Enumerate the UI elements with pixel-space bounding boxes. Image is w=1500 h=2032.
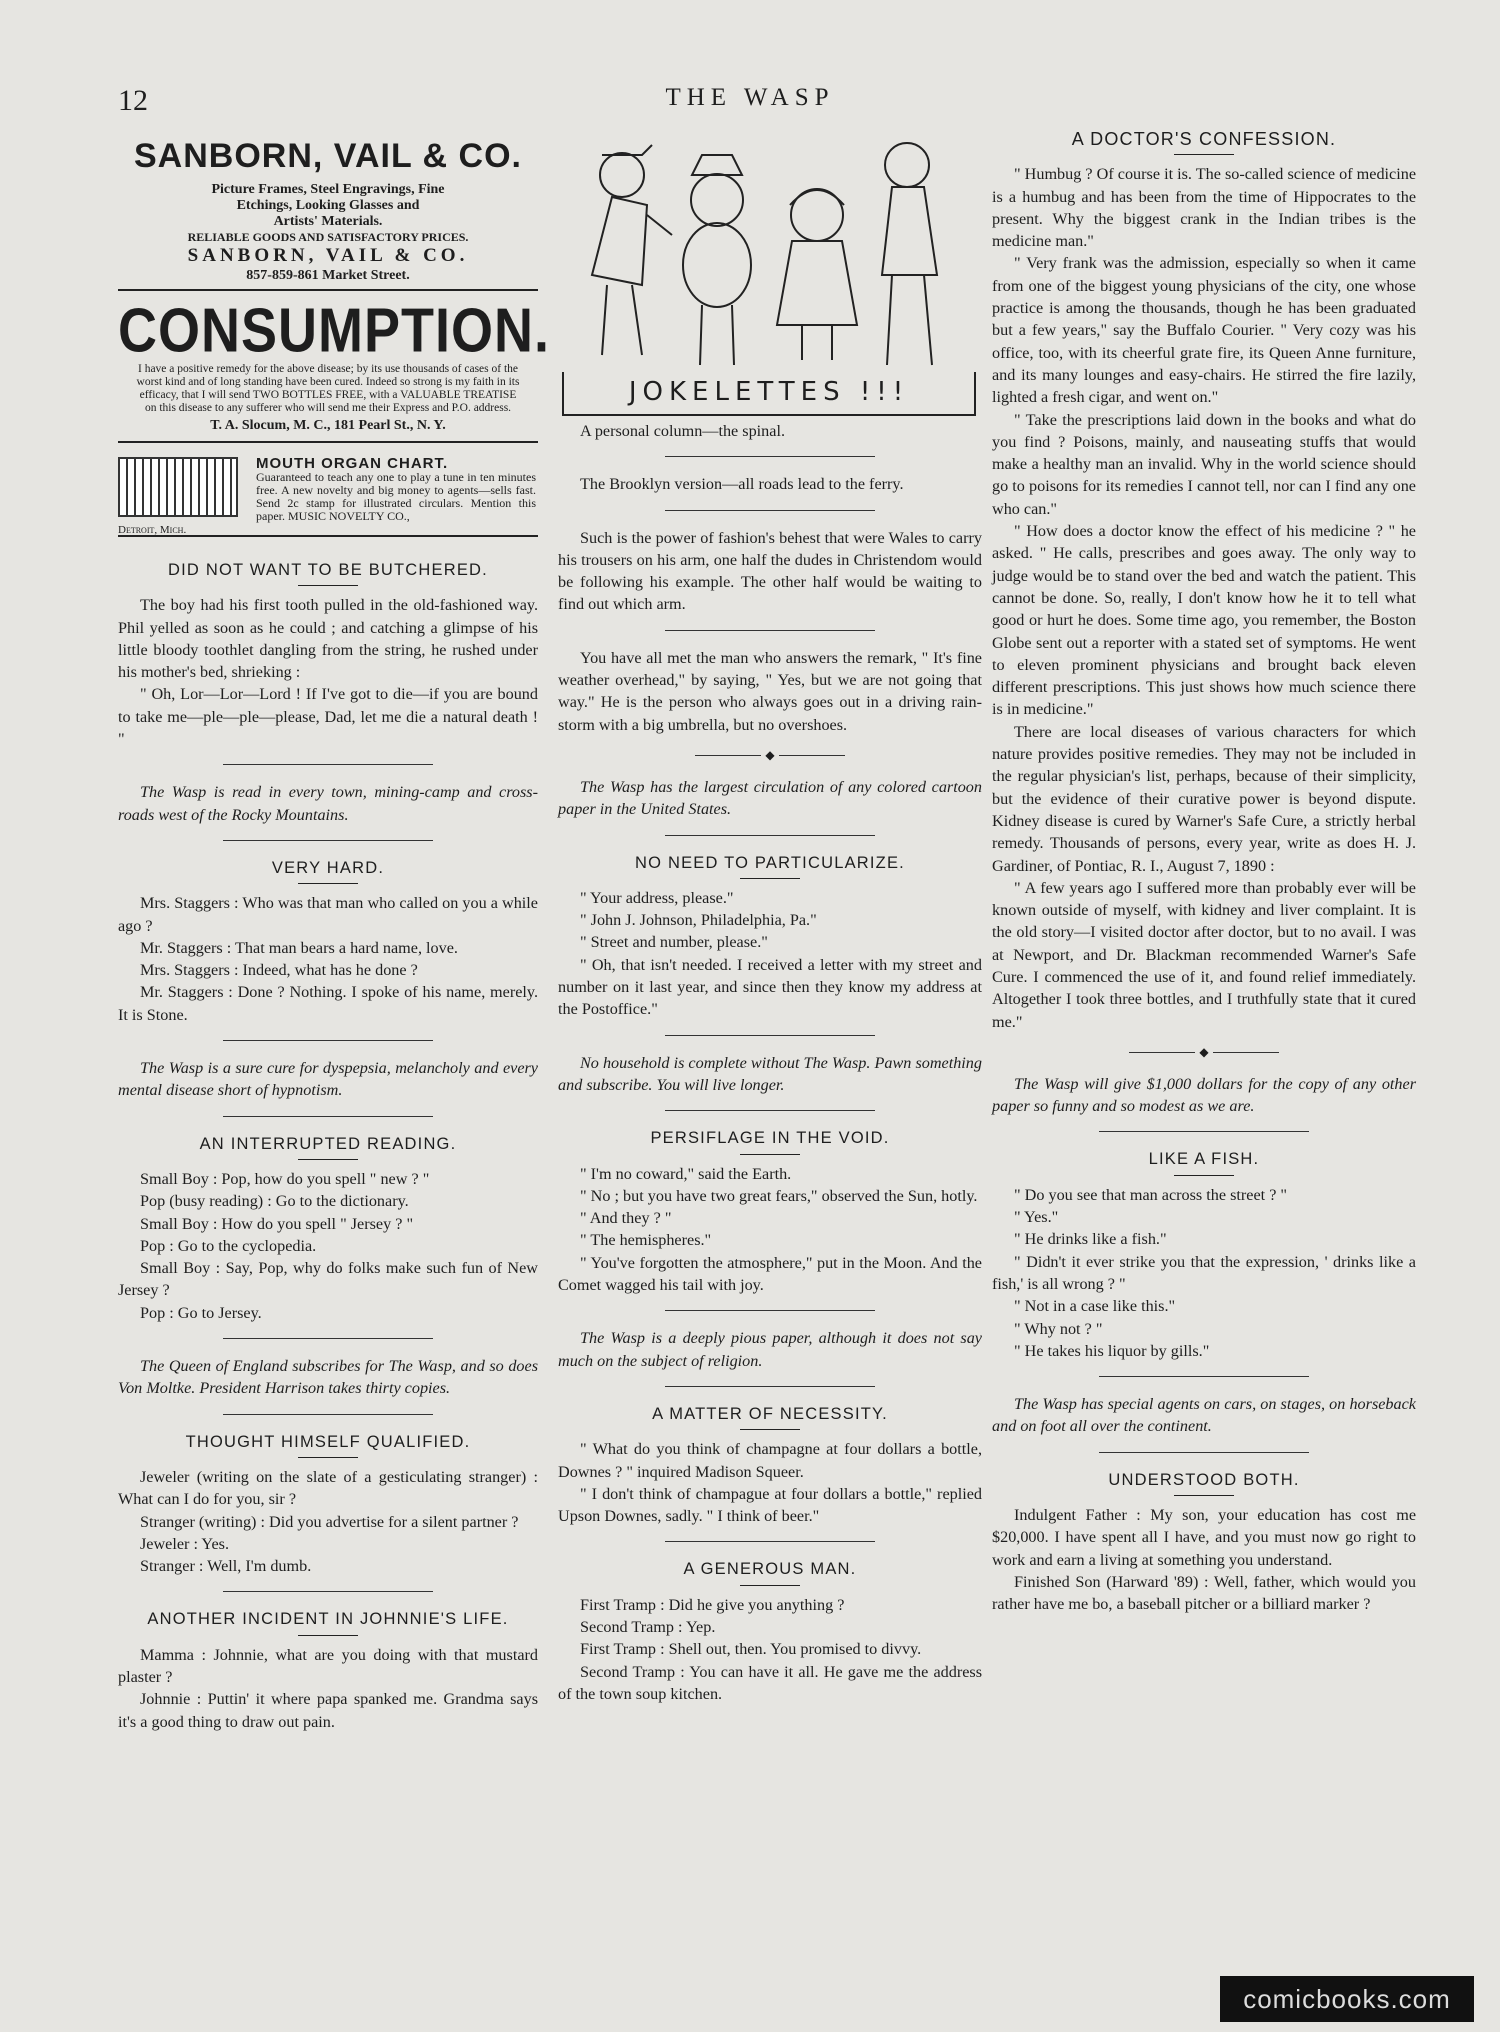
joke: You have all met the man who answers the remark, " It's fine weather overhead," by saying, " Yes, but we are not going that way." He is the person who always goes out in a driving rain-storm with a big umbrella, but no overshoes. xyxy=(558,648,982,734)
heading-qualified: THOUGHT HIMSELF QUALIFIED. xyxy=(185,1432,471,1451)
heading-rule xyxy=(1174,154,1234,155)
paragraph: The boy had his first tooth pulled in the old-fashioned way. Phil yelled as soon as he could ; and catching a glimpse of his little bloody toothlet dangling from the string, he rushed under his mother's bed, shrieking : xyxy=(118,596,538,682)
heading-butchered: DID NOT WANT TO BE BUTCHERED. xyxy=(168,561,488,579)
dialogue-line: " Not in a case like this." xyxy=(1014,1297,1176,1316)
heading-fish: LIKE A FISH. xyxy=(1148,1150,1260,1169)
dialogue-line: " No ; but you have two great fears," observed the Sun, hotly. xyxy=(580,1186,978,1205)
heading-persiflage: PERSIFLAGE IN THE VOID. xyxy=(650,1129,890,1148)
column-left xyxy=(118,128,551,1733)
sanborn-line-1: Picture Frames, Steel Engravings, Fine xyxy=(211,182,445,197)
ornament-separator: ◆ xyxy=(695,750,845,760)
heading-rule xyxy=(1174,1495,1234,1496)
figure-tall-boy xyxy=(882,143,937,365)
dialogue-line: " He takes his liquor by gills." xyxy=(1014,1341,1210,1360)
ornament-separator: ◆ xyxy=(1129,1047,1279,1057)
separator xyxy=(665,1310,875,1311)
wasp-note: The Queen of England subscribes for The Wasp, and so does Von Moltke. President Harrison takes thirty copies. xyxy=(118,1357,538,1398)
dialogue-line: Stranger (writing) : Did you advertise for a silent partner ? xyxy=(140,1512,519,1531)
wasp-note: The Wasp has the largest circulation of any colored cartoon paper in the United States. xyxy=(558,777,982,819)
figure-feathered-boy xyxy=(592,145,672,355)
heading-rule xyxy=(740,1429,800,1430)
heading-rule xyxy=(298,1159,358,1160)
dialogue-line: Johnnie : Puttin' it where papa spanked me. Grandma says it's a good thing to draw out pain. xyxy=(118,1690,538,1731)
heading-rule xyxy=(740,878,800,879)
dialogue-line: Jeweler : Yes. xyxy=(140,1534,230,1553)
dialogue-line: " Oh, that isn't needed. I received a letter with my street and number on it last year, and since then they know my address at the Postoffice." xyxy=(558,955,982,1019)
consumption-signature: T. A. Slocum, M. C., 181 Pearl St., N. Y. xyxy=(118,417,538,443)
joke: A personal column—the spinal. xyxy=(580,422,786,440)
separator xyxy=(665,456,875,457)
paragraph: " Take the prescriptions laid down in the books and what do you find ? Poisons, mainly, and nauseating stuffs that would make a healthy man an invalid. Why in the world science should go to poisons for its remedies I cannot tell, nor can I find any one who can." xyxy=(992,410,1416,518)
column-middle xyxy=(558,420,982,1705)
separator xyxy=(665,630,875,631)
sanborn-title: SANBORN, VAIL & CO. xyxy=(134,137,522,175)
paragraph: " Humbug ? Of course it is. The so-called science of medicine is a humbug and has been from the time of Hippocrates to the present. Why the biggest crank in the Indian tribes is the medicine man." xyxy=(992,165,1416,251)
dialogue-line: " What do you think of champagne at four dollars a bottle, Downes ? " inquired Madison Squeer. xyxy=(558,1440,982,1481)
consumption-title: CONSUMPTION. xyxy=(118,296,551,366)
dialogue-line: Second Tramp : Yep. xyxy=(580,1617,716,1636)
separator xyxy=(665,1541,875,1542)
dialogue-line: " And they ? " xyxy=(580,1209,672,1228)
dialogue-line: Pop (busy reading) : Go to the dictionary. xyxy=(140,1192,409,1211)
sanborn-name: SANBORN, VAIL & CO. xyxy=(187,245,469,266)
heading-rule xyxy=(298,1457,358,1458)
separator xyxy=(223,840,433,841)
sanborn-line-3: Artists' Materials. xyxy=(273,214,383,229)
separator xyxy=(1099,1452,1309,1453)
separator xyxy=(665,1035,875,1036)
dialogue-line: " Why not ? " xyxy=(1014,1319,1103,1338)
paragraph: " Oh, Lor—Lor—Lord ! If I've got to die—if you are bound to take me—ple—ple—please, Dad, let me die a natural death ! " xyxy=(118,685,538,749)
wasp-note: The Wasp is a deeply pious paper, although it does not say much on the subject of religion. xyxy=(558,1329,982,1370)
dialogue-line: Indulgent Father : My son, your education has cost me $20,000. I have spent all I have, and you must now go right to work and earn a living at something you understand. xyxy=(992,1506,1416,1569)
separator xyxy=(1099,1131,1309,1132)
cartoon-illustration xyxy=(552,125,982,375)
heading-particularize: NO NEED TO PARTICULARIZE. xyxy=(635,853,905,872)
masthead-title: THE WASP xyxy=(665,84,835,111)
separator xyxy=(223,1116,433,1117)
heading-rule xyxy=(298,1635,358,1636)
dialogue-line: " Your address, please." xyxy=(580,888,734,907)
dialogue-line: Second Tramp : You can have it all. He gave me the address of the town soup kitchen. xyxy=(558,1662,982,1703)
dialogue-line: " Didn't it ever strike you that the expression, ' drinks like a fish,' is all wrong ? " xyxy=(992,1252,1416,1293)
heading-rule xyxy=(1174,1175,1234,1176)
organ-city: Detroit, Mich. xyxy=(118,524,187,536)
dialogue-line: First Tramp : Shell out, then. You promised to divvy. xyxy=(580,1640,922,1659)
joke: The Brooklyn version—all roads lead to the ferry. xyxy=(580,475,904,494)
dialogue-line: " I'm no coward," said the Earth. xyxy=(580,1164,792,1183)
mouth-organ-illustration xyxy=(118,457,238,517)
dialogue-line: " Yes." xyxy=(1014,1208,1059,1227)
dialogue-line: " He drinks like a fish." xyxy=(1014,1230,1167,1249)
dialogue-line: Mrs. Staggers : Who was that man who called on you a while ago ? xyxy=(118,894,538,935)
dialogue-line: Mamma : Johnnie, what are you doing with that mustard plaster ? xyxy=(118,1645,538,1686)
figure-round-boy xyxy=(683,155,751,365)
separator xyxy=(223,764,433,765)
heading-rule xyxy=(298,883,358,884)
heading-generous: A GENEROUS MAN. xyxy=(683,1560,857,1579)
organ-title: MOUTH ORGAN CHART. xyxy=(256,455,449,472)
separator xyxy=(223,1338,433,1339)
dialogue-line: Mrs. Staggers : Indeed, what has he done ? xyxy=(140,961,418,980)
jokelettes-banner: JOKELETTES !!! xyxy=(562,372,976,416)
separator xyxy=(223,1040,433,1041)
wasp-note: The Wasp will give $1,000 dollars for the copy of any other paper so funny and so modest as we are. xyxy=(992,1074,1416,1116)
joke: Such is the power of fashion's behest that were Wales to carry his trousers on his arm, one half the dudes in Christendom would be following his example. The other half would be waiting to find out which arm. xyxy=(558,528,982,614)
organ-ad xyxy=(118,453,538,537)
separator xyxy=(223,1414,433,1415)
paragraph: " How does a doctor know the effect of his medicine ? " he asked. " He calls, prescribes and goes away. The only way to judge would be to stand over the bed and watch the patient. This cannot be done. So, really, I don't know how he it to tell what good or hurt he does. Some time ago, you remember, the Boston Globe sent out a reporter with a stated set of symptoms. He went to eleven prominent physicians and brought back eleven different prescriptions. This just shows how much science there is in medicine." xyxy=(992,522,1416,719)
separator xyxy=(665,1386,875,1387)
dialogue-line: Small Boy : Pop, how do you spell " new ? " xyxy=(140,1169,430,1188)
paragraph: " A few years ago I suffered more than probably ever will be known outside of myself, with kidney and liver complaint. It is the old story—I visited doctor after doctor, but to no avail. I was at Newport, and Dr. Blackman recommended Warner's Safe Cure. I commenced the use of it, and found relief immediately. Altogether I took three bottles, and I truthfully state that it cured me." xyxy=(992,878,1416,1031)
dialogue-line: Jeweler (writing on the slate of a gesticulating stranger) : What can I do for you, sir ? xyxy=(118,1467,538,1509)
heading-rule xyxy=(740,1154,800,1155)
heading-understood: UNDERSTOOD BOTH. xyxy=(1108,1470,1300,1489)
dialogue-line: " The hemispheres." xyxy=(580,1231,712,1250)
dialogue-line: Small Boy : How do you spell " Jersey ? " xyxy=(140,1214,414,1233)
site-watermark: comicbooks.com xyxy=(1220,1976,1474,2022)
column-right xyxy=(992,128,1416,1616)
wasp-note: The Wasp has special agents on cars, on stages, on horseback and on foot all over the continent. xyxy=(992,1395,1416,1436)
separator xyxy=(223,1591,433,1592)
dialogue-line: Finished Son (Harward '89) : Well, father, which would you rather have me bo, a baseball pitcher or a billiard marker ? xyxy=(992,1572,1416,1614)
heading-doctor: A DOCTOR'S CONFESSION. xyxy=(1071,129,1337,149)
dialogue-line: Pop : Go to Jersey. xyxy=(140,1303,262,1322)
separator xyxy=(1099,1376,1309,1377)
heading-rule xyxy=(740,1585,800,1586)
sanborn-line-2: Etchings, Looking Glasses and xyxy=(236,198,420,213)
heading-rule xyxy=(298,585,358,586)
dialogue-line: Mr. Staggers : Done ? Nothing. I spoke of his name, merely. It is Stone. xyxy=(118,983,538,1024)
heading-necessity: A MATTER OF NECESSITY. xyxy=(652,1404,888,1423)
heading-interrupted-reading: AN INTERRUPTED READING. xyxy=(199,1134,457,1153)
dialogue-line: " Street and number, please." xyxy=(580,933,768,952)
organ-body: Guaranteed to teach any one to play a tune in ten minutes free. A new novelty and big money to agents—sells fast. Send 2c stamp for illustrated circulars. Mention this paper. MUSIC NOVELTY CO., xyxy=(256,470,536,523)
dialogue-line: " You've forgotten the atmosphere," put in the Moon. And the Comet wagged his tail with joy. xyxy=(558,1253,982,1295)
dialogue-line: " Do you see that man across the street ? " xyxy=(1014,1185,1288,1204)
heading-very-hard: VERY HARD. xyxy=(271,858,385,877)
wasp-note: No household is complete without The Wasp. Pawn something and subscribe. You will live longer. xyxy=(558,1053,982,1094)
dialogue-line: Pop : Go to the cyclopedia. xyxy=(140,1236,317,1255)
consumption-body: I have a positive remedy for the above disease; by its use thousands of cases of the worst kind and of long standing have been cured. Indeed so strong is my faith in its efficacy, that I will send TWO BOTTLES FREE, with a VALUABLE TREATISE on this disease to any sufferer who will send me their Express and P.O. address. xyxy=(136,363,520,414)
dialogue-line: " I don't think of champague at four dollars a bottle," replied Upson Downes, sadly. " I think of beer." xyxy=(558,1484,982,1526)
sanborn-line-4: RELIABLE GOODS AND SATISFACTORY PRICES. xyxy=(187,230,469,244)
figure-baby xyxy=(777,189,857,360)
dialogue-line: Small Boy : Say, Pop, why do folks make such fun of New Jersey ? xyxy=(118,1259,538,1300)
separator xyxy=(665,835,875,836)
wasp-note: The Wasp is read in every town, mining-camp and cross-roads west of the Rocky Mountains. xyxy=(118,783,538,824)
dialogue-line: Mr. Staggers : That man bears a hard name, love. xyxy=(140,938,458,957)
wasp-note: The Wasp is a sure cure for dyspepsia, melancholy and every mental disease short of hypnotism. xyxy=(118,1059,538,1100)
separator xyxy=(665,510,875,511)
dialogue-line: First Tramp : Did he give you anything ? xyxy=(580,1595,845,1614)
heading-johnnie: ANOTHER INCIDENT IN JOHNNIE'S LIFE. xyxy=(147,1610,509,1629)
sanborn-ad xyxy=(118,136,538,291)
separator xyxy=(665,1110,875,1111)
dialogue-line: Stranger : Well, I'm dumb. xyxy=(140,1557,312,1576)
paragraph: " Very frank was the admission, especially so when it came from one of the biggest young physicians of the city, one whose practice is among the thousands, though he has been graduated but a few years," say the Buffalo Courier. " Very cozy was his office, too, with its cheerful grate fire, its Queen Anne furniture, and its many lounges and easy-chairs. He stirred the fire lazily, lighted a fresh cigar, and went on." xyxy=(992,254,1416,407)
sanborn-address: 857-859-861 Market Street. xyxy=(118,267,538,291)
page-number: 12 xyxy=(118,84,148,117)
paragraph: There are local diseases of various characters for which nature provides positive remedies. They may not be included in the regular physician's list, perhaps, because of their simplicity, but the evidence of their curative power is beyond dispute. Kidney disease is cured by Warner's Safe Cure, a strictly herbal remedy. Thousands of persons, every year, write as does H. J. Gardiner, of Pontiac, R. I., August 7, 1890 : xyxy=(992,722,1416,875)
dialogue-line: " John J. Johnson, Philadelphia, Pa." xyxy=(580,911,817,930)
